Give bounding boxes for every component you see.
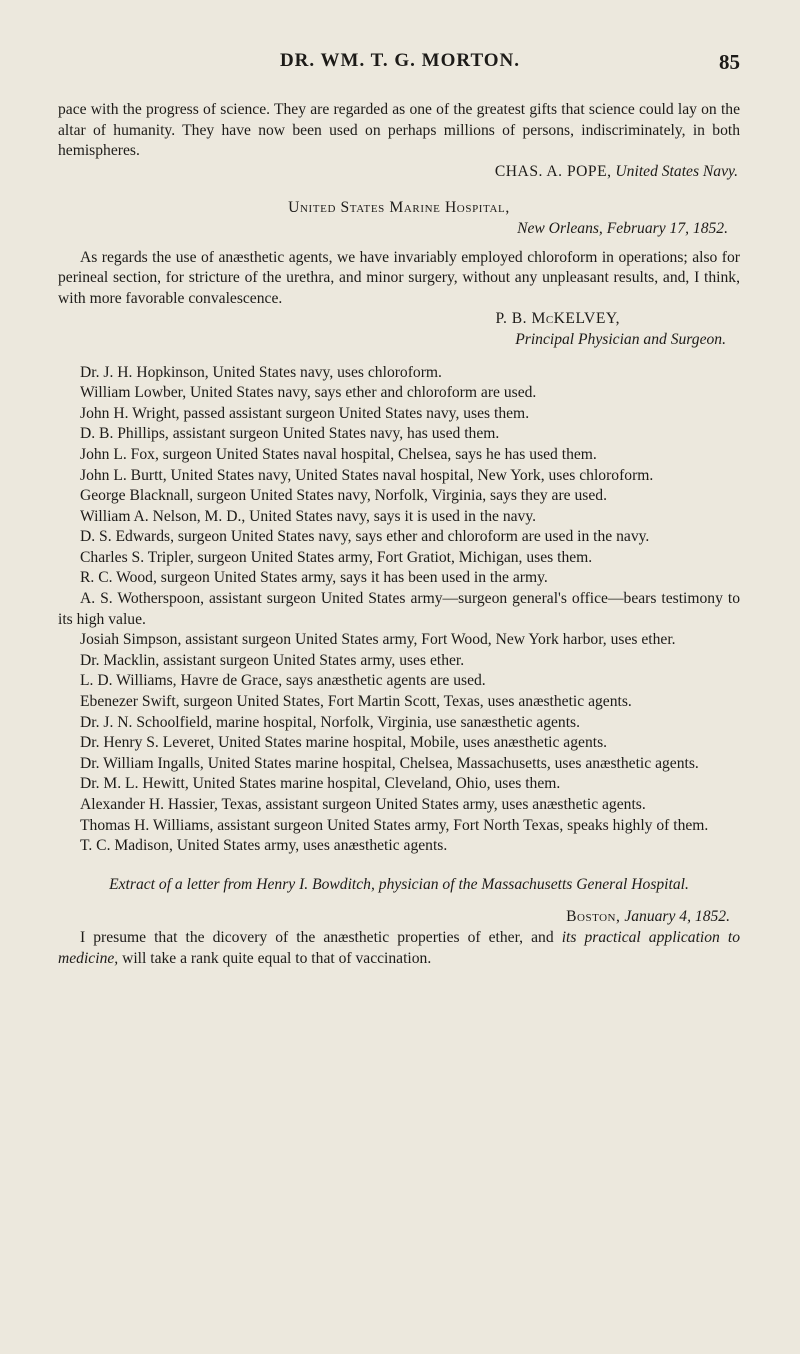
marine-hospital-dateline: New Orleans, February 17, 1852. bbox=[517, 219, 728, 237]
testimony-entry: Josiah Simpson, assistant surgeon United States army, Fort Wood, New York harbor, uses ether. bbox=[80, 631, 676, 649]
pope-signature-title: United States Navy. bbox=[615, 162, 738, 180]
extract-text-start: I presume that the dicovery of the anæsthetic properties of ether, and bbox=[80, 928, 562, 946]
testimony-entry: A. S. Wotherspoon, assistant surgeon United States army—surgeon general's office—bears testimony to its high value. bbox=[58, 590, 740, 628]
testimony-entry: Dr. J. H. Hopkinson, United States navy, uses chloroform. bbox=[80, 363, 442, 381]
testimony-entry: William A. Nelson, M. D., United States navy, says it is used in the navy. bbox=[80, 507, 537, 525]
testimony-entry: D. S. Edwards, surgeon United States navy, says ether and chloroform are used in the navy. bbox=[80, 528, 650, 546]
testimony-entry: R. C. Wood, surgeon United States army, says it has been used in the army. bbox=[80, 569, 548, 587]
testimony-entry: Alexander H. Hassier, Texas, assistant surgeon United States army, uses anæsthetic agents. bbox=[80, 796, 646, 813]
running-head-title: DR. WM. T. G. MORTON. bbox=[279, 50, 521, 71]
mckelvey-name: P. B. McKELVEY, bbox=[495, 310, 620, 328]
extract-text-end: will take a rank quite equal to that of vaccination. bbox=[118, 949, 432, 967]
testimony-entry: William Lowber, United States navy, says ether and chloroform are used. bbox=[80, 384, 537, 402]
marine-hospital-text: As regards the use of anæsthetic agents, we have invariably employed chloroform in operations; also for perineal section, for stricture of the urethra, and minor surgery, without any unpleasant results, and, I think, with more favorable convalescence. bbox=[58, 248, 740, 307]
mckelvey-signature-title: Principal Physician and Surgeon. bbox=[515, 330, 726, 348]
testimony-entry: Dr. Macklin, assistant surgeon United States army, uses ether. bbox=[80, 651, 465, 669]
running-head bbox=[0, 50, 800, 80]
pope-signature-name: CHAS. A. POPE, bbox=[494, 162, 612, 180]
pope-letter-text: pace with the progress of science. They are regarded as one of the greatest gifts that science could lay on the altar of humanity. They have now been used on perhaps millions of persons, indiscriminately, in both hemispheres. bbox=[58, 101, 740, 160]
extract-heading: Extract of a letter from Henry I. Bowditch, physician of the Massachusetts General Hospital. bbox=[109, 875, 689, 893]
testimony-entry: Dr. J. N. Schoolfield, marine hospital, Norfolk, Virginia, use sanæsthetic agents. bbox=[80, 713, 581, 731]
testimony-entry: Dr. Henry S. Leveret, United States marine hospital, Mobile, uses anæsthetic agents. bbox=[80, 734, 608, 752]
testimony-entry: Charles S. Tripler, surgeon United States army, Fort Gratiot, Michigan, uses them. bbox=[80, 548, 593, 566]
page-body bbox=[58, 100, 740, 969]
testimony-entry: L. D. Williams, Havre de Grace, says anæsthetic agents are used. bbox=[80, 672, 486, 690]
extract-dateline-place: Boston, bbox=[566, 908, 621, 926]
testimony-entry: Thomas H. Williams, assistant surgeon United States army, Fort North Texas, speaks highly of them. bbox=[80, 816, 709, 834]
testimony-entry: Ebenezer Swift, surgeon United States, Fort Martin Scott, Texas, uses anæsthetic agents. bbox=[80, 693, 632, 711]
marine-hospital-heading: United States Marine Hospital, bbox=[288, 199, 510, 217]
testimony-entry: T. C. Madison, United States army, uses anæsthetic agents. bbox=[80, 837, 448, 855]
testimony-list bbox=[58, 363, 740, 857]
extract-text bbox=[58, 928, 740, 969]
testimony-entry: D. B. Phillips, assistant surgeon United States navy, has used them. bbox=[80, 425, 500, 443]
page-number: 85 bbox=[719, 50, 740, 74]
pope-signature bbox=[58, 162, 740, 183]
testimony-entry: Dr. William Ingalls, United States marine hospital, Chelsea, Massachusetts, uses anæsthetic agents. bbox=[80, 754, 699, 772]
testimony-entry: John L. Burtt, United States navy, United States naval hospital, New York, uses chloroform. bbox=[80, 466, 654, 484]
extract-dateline-date: January 4, 1852. bbox=[624, 908, 730, 926]
testimony-entry: John H. Wright, passed assistant surgeon United States navy, uses them. bbox=[80, 404, 530, 422]
testimony-entry: Dr. M. L. Hewitt, United States marine hospital, Cleveland, Ohio, uses them. bbox=[80, 775, 561, 793]
testimony-entry: John L. Fox, surgeon United States naval hospital, Chelsea, says he has used them. bbox=[80, 445, 597, 463]
testimony-entry: George Blacknall, surgeon United States navy, Norfolk, Virginia, says they are used. bbox=[80, 487, 607, 505]
mckelvey-signature-name bbox=[58, 309, 740, 330]
extract-dateline bbox=[58, 907, 740, 928]
extract-text-emphasis: its practical application to medicine, bbox=[58, 928, 741, 967]
